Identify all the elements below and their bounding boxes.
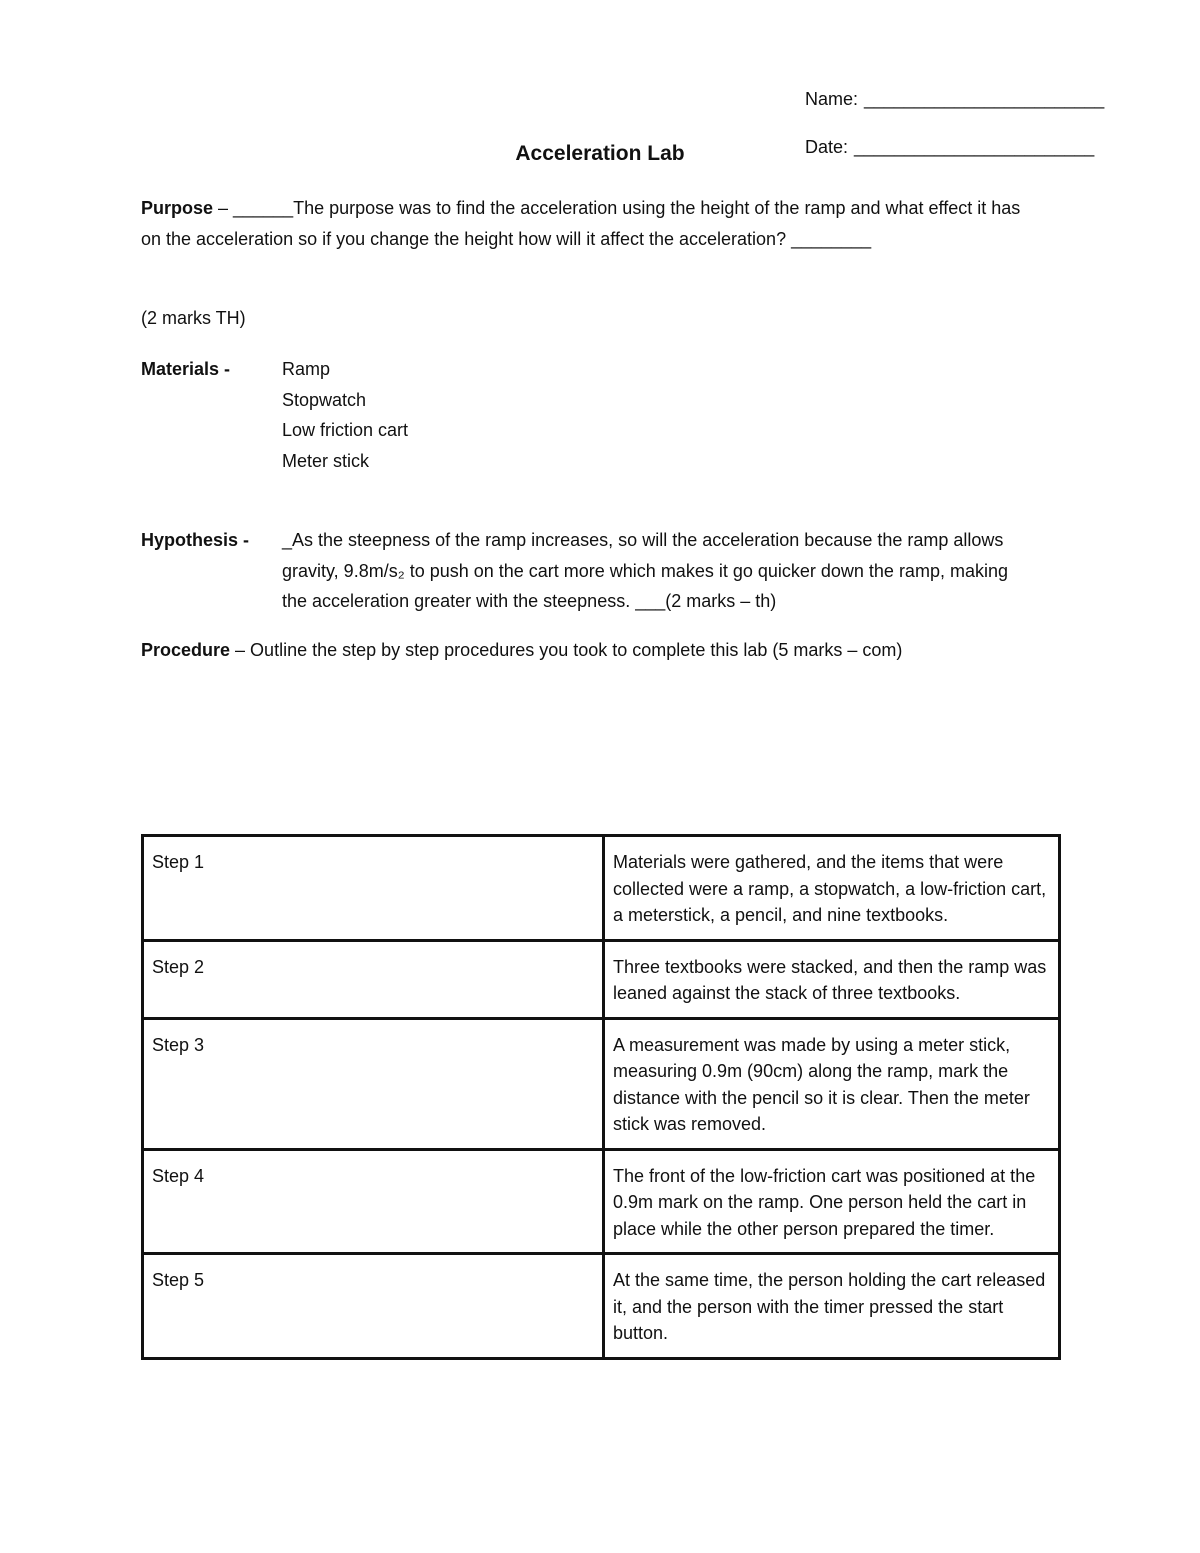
step-label: Step 1 [143, 836, 604, 941]
list-item: Ramp [282, 359, 331, 379]
marks-note: (2 marks TH) [141, 308, 246, 328]
name-blank: ________________________ [864, 89, 1105, 109]
step-description: At the same time, the person holding the cart released it, and the person with the timer pressed the start button. [604, 1254, 1060, 1359]
name-field [805, 89, 1104, 110]
table-row [143, 940, 1060, 1018]
step-label: Step 2 [143, 940, 604, 1018]
hypothesis-label: Hypothesis - [141, 530, 250, 550]
purpose-section [141, 193, 1021, 255]
date-blank: ________________________ [854, 137, 1095, 157]
step-label: Step 4 [143, 1149, 604, 1254]
step-description: The front of the low-friction cart was positioned at the 0.9m mark on the ramp. One person held the cart in place while the other person prepared the timer. [604, 1149, 1060, 1254]
table-row [143, 1254, 1060, 1359]
step-label: Step 3 [143, 1018, 604, 1149]
materials-list [282, 354, 408, 476]
procedure-text: – Outline the step by step procedures you took to complete this lab (5 marks – com) [230, 640, 903, 660]
table-row [143, 1149, 1060, 1254]
purpose-label: Purpose [141, 198, 214, 218]
procedure-section [141, 635, 1041, 666]
list-item: Meter stick [282, 450, 370, 471]
page-title: Acceleration Lab [515, 142, 685, 165]
materials-label: Materials - [141, 359, 231, 379]
table-row [143, 836, 1060, 941]
date-label: Date: [805, 137, 849, 157]
step-description: A measurement was made by using a meter stick, measuring 0.9m (90cm) along the ramp, mark the distance with the pencil so it is clear. Then the meter stick was removed. [604, 1018, 1060, 1149]
procedure-table [141, 834, 1061, 1360]
step-description: Materials were gathered, and the items that were collected were a ramp, a stopwatch, a low-friction cart, a meterstick, a pencil, and nine textbooks. [604, 836, 1060, 941]
list-item: Low friction cart [282, 420, 409, 440]
hypothesis-text: _As the steepness of the ramp increases, so will the acceleration because the ramp allows gravity, 9.8m/s₂ to push on the cart more which makes it go quicker down the ramp, making the acceleration greater with the steepness. ___(2 marks – th) [282, 530, 1008, 611]
purpose-text: – ______The purpose was to find the acceleration using the height of the ramp and what effect it has on the acceleration so if you change the height how will it affect the acceleration? ________ [141, 198, 1021, 249]
name-label: Name: [805, 89, 859, 109]
step-description: Three textbooks were stacked, and then the ramp was leaned against the stack of three textbooks. [604, 940, 1060, 1018]
procedure-label: Procedure [141, 640, 231, 660]
table-row [143, 1018, 1060, 1149]
step-label: Step 5 [143, 1254, 604, 1359]
list-item: Stopwatch [282, 389, 367, 410]
